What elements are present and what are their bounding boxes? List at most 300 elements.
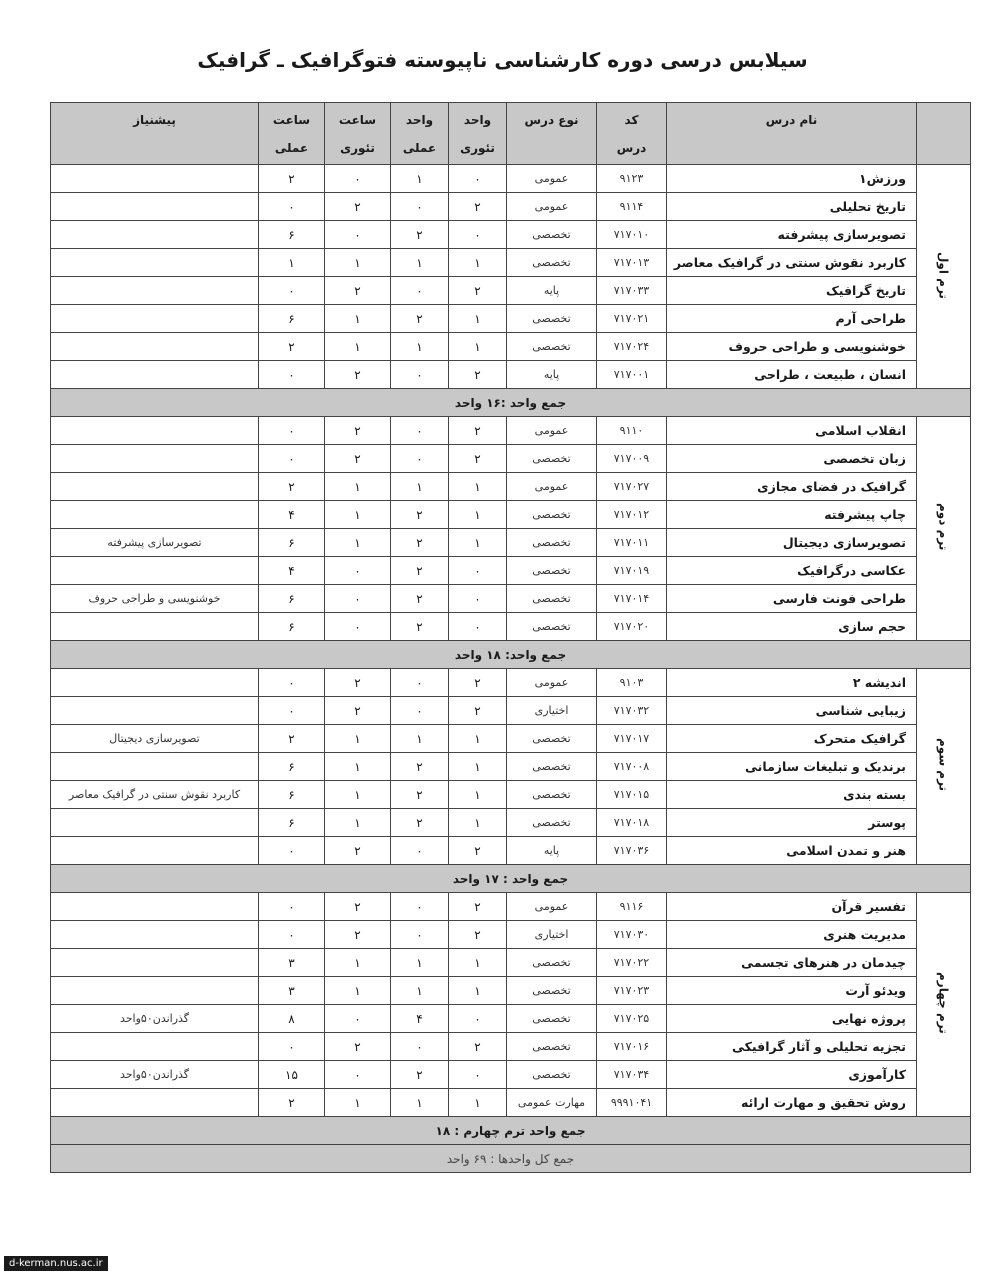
table-row — [51, 977, 971, 1005]
course-type-cell: تخصصی — [507, 1033, 597, 1061]
prerequisite-cell — [51, 1033, 259, 1061]
course-name-cell: پروژه نهایی — [667, 1005, 917, 1033]
course-type-cell: تخصصی — [507, 977, 597, 1005]
theory-hours-header-line-2: تئوری — [340, 140, 375, 155]
table-row — [51, 921, 971, 949]
practical-units-cell: ۰ — [391, 417, 449, 445]
theory-hours-header-line-1: ساعت — [338, 112, 377, 127]
theory-hours-cell: ۱ — [325, 529, 391, 557]
term-total-row — [51, 641, 971, 669]
theory-units-cell: ۲ — [449, 193, 507, 221]
practical-hours-cell: ۰ — [259, 697, 325, 725]
practical-units-cell: ۲ — [391, 585, 449, 613]
practical-units-cell: ۱ — [391, 333, 449, 361]
theory-unit-header-line-1: واحد — [463, 112, 492, 127]
table-row — [51, 613, 971, 641]
table-row — [51, 585, 971, 613]
table-row — [51, 1033, 971, 1061]
course-code-cell: ۷۱۷۰۱۶ — [597, 1033, 667, 1061]
practical-unit-header-line-1: واحد — [405, 112, 434, 127]
course-code-cell: ۷۱۷۰۳۰ — [597, 921, 667, 949]
practical-units-cell: ۴ — [391, 1005, 449, 1033]
theory-units-cell: ۱ — [449, 781, 507, 809]
course-code-cell: ۷۱۷۰۲۲ — [597, 949, 667, 977]
practical-hours-cell: ۶ — [259, 613, 325, 641]
theory-hours-cell: ۲ — [325, 669, 391, 697]
practical-hours-cell: ۶ — [259, 221, 325, 249]
practical-units-cell: ۲ — [391, 781, 449, 809]
course-type-cell: تخصصی — [507, 725, 597, 753]
course-code-cell: ۷۱۷۰۰۹ — [597, 445, 667, 473]
practical-hours-cell: ۴ — [259, 557, 325, 585]
practical-units-cell: ۱ — [391, 249, 449, 277]
course-code-cell: ۷۱۷۰۲۱ — [597, 305, 667, 333]
theory-units-cell: ۱ — [449, 725, 507, 753]
table-row — [51, 725, 971, 753]
practical-hours-cell: ۰ — [259, 445, 325, 473]
prerequisite-cell — [51, 249, 259, 277]
prerequisite-cell — [51, 613, 259, 641]
course-name-cell: انقلاب اسلامی — [667, 417, 917, 445]
theory-hours-cell: ۰ — [325, 585, 391, 613]
theory-units-cell: ۱ — [449, 473, 507, 501]
course-type-cell: تخصصی — [507, 333, 597, 361]
course-type-cell: پایه — [507, 277, 597, 305]
practical-units-cell: ۱ — [391, 725, 449, 753]
theory-units-cell: ۲ — [449, 837, 507, 865]
course-name-cell: کارآموزی — [667, 1061, 917, 1089]
course-code-cell: ۷۱۷۰۲۵ — [597, 1005, 667, 1033]
course-code-cell: ۷۱۷۰۱۹ — [597, 557, 667, 585]
theory-hours-cell: ۱ — [325, 809, 391, 837]
course-type-cell: عمومی — [507, 473, 597, 501]
theory-hours-cell: ۰ — [325, 1061, 391, 1089]
prerequisite-cell — [51, 361, 259, 389]
practical-units-cell: ۰ — [391, 893, 449, 921]
practical-units-cell: ۰ — [391, 669, 449, 697]
term-label-cell — [917, 165, 971, 389]
course-type-cell: پایه — [507, 361, 597, 389]
theory-units-cell: ۲ — [449, 361, 507, 389]
course-code-cell: ۷۱۷۰۱۱ — [597, 529, 667, 557]
course-name-cell: مدیریت هنری — [667, 921, 917, 949]
course-code-cell: ۷۱۷۰۲۴ — [597, 333, 667, 361]
practical-units-cell: ۲ — [391, 529, 449, 557]
syllabus-table — [50, 102, 971, 1173]
theory-hours-cell: ۱ — [325, 1089, 391, 1117]
theory-hours-cell: ۱ — [325, 977, 391, 1005]
table-row — [51, 361, 971, 389]
theory-hours-cell: ۲ — [325, 277, 391, 305]
term-label: ترم اول — [936, 251, 951, 299]
theory-units-cell: ۰ — [449, 557, 507, 585]
term-total-row — [51, 389, 971, 417]
course-name-cell: ویدئو آرت — [667, 977, 917, 1005]
practical-hours-cell: ۲ — [259, 165, 325, 193]
course-code-cell: ۹۱۱۰ — [597, 417, 667, 445]
course-name-cell: تاریخ تحلیلی — [667, 193, 917, 221]
theory-hours-cell: ۱ — [325, 725, 391, 753]
course-code-cell: ۷۱۷۰۳۶ — [597, 837, 667, 865]
practical-units-cell: ۱ — [391, 1089, 449, 1117]
course-type-cell: عمومی — [507, 193, 597, 221]
course-type-header: نوع درس — [507, 103, 597, 165]
table-row — [51, 473, 971, 501]
practical-hours-cell: ۳ — [259, 977, 325, 1005]
practical-units-cell: ۲ — [391, 753, 449, 781]
practical-hours-cell: ۰ — [259, 837, 325, 865]
course-name-cell: هنر و تمدن اسلامی — [667, 837, 917, 865]
course-code-cell: ۹۹۹۱۰۴۱ — [597, 1089, 667, 1117]
prerequisite-cell — [51, 221, 259, 249]
table-row — [51, 221, 971, 249]
practical-hours-cell: ۸ — [259, 1005, 325, 1033]
practical-units-cell: ۰ — [391, 277, 449, 305]
course-code-cell: ۹۱۱۴ — [597, 193, 667, 221]
practical-units-cell: ۲ — [391, 557, 449, 585]
theory-hours-cell: ۱ — [325, 753, 391, 781]
theory-units-cell: ۰ — [449, 613, 507, 641]
theory-hours-cell: ۱ — [325, 333, 391, 361]
prerequisite-cell — [51, 753, 259, 781]
course-code-cell: ۷۱۷۰۱۰ — [597, 221, 667, 249]
practical-hours-cell: ۰ — [259, 921, 325, 949]
course-type-cell: مهارت عمومی — [507, 1089, 597, 1117]
table-row — [51, 781, 971, 809]
prerequisite-cell: تصویرسازی دیجیتال — [51, 725, 259, 753]
course-name-cell: کاربرد نقوش سنتی در گرافیک معاصر — [667, 249, 917, 277]
prerequisite-cell — [51, 809, 259, 837]
theory-units-cell: ۰ — [449, 1061, 507, 1089]
theory-units-cell: ۲ — [449, 921, 507, 949]
theory-units-cell: ۰ — [449, 585, 507, 613]
prerequisite-cell — [51, 837, 259, 865]
theory-units-cell: ۱ — [449, 977, 507, 1005]
theory-hours-cell: ۱ — [325, 501, 391, 529]
term-total-row — [51, 1117, 971, 1145]
prerequisite-cell — [51, 949, 259, 977]
code-header-line-1: کد — [624, 112, 639, 127]
course-name-cell: چیدمان در هنرهای تجسمی — [667, 949, 917, 977]
theory-units-cell: ۱ — [449, 949, 507, 977]
theory-hours-cell: ۲ — [325, 361, 391, 389]
theory-units-cell: ۲ — [449, 417, 507, 445]
course-type-cell: عمومی — [507, 165, 597, 193]
practical-hours-cell: ۶ — [259, 781, 325, 809]
theory-hours-cell: ۰ — [325, 1005, 391, 1033]
theory-hours-cell: ۲ — [325, 193, 391, 221]
theory-hours-cell: ۱ — [325, 473, 391, 501]
table-row — [51, 557, 971, 585]
prerequisite-cell — [51, 473, 259, 501]
course-code-cell: ۷۱۷۰۱۴ — [597, 585, 667, 613]
practical-units-cell: ۱ — [391, 977, 449, 1005]
course-name-cell: پوستر — [667, 809, 917, 837]
course-code-header — [597, 103, 667, 165]
prerequisite-cell — [51, 305, 259, 333]
theory-units-cell: ۲ — [449, 1033, 507, 1061]
course-code-cell: ۷۱۷۰۱۸ — [597, 809, 667, 837]
term-total: جمع واحد ترم چهارم : ۱۸ — [51, 1117, 971, 1145]
course-name-cell: تجزیه تحلیلی و آثار گرافیکی — [667, 1033, 917, 1061]
theory-units-cell: ۰ — [449, 221, 507, 249]
course-type-cell: تخصصی — [507, 221, 597, 249]
practical-hours-cell: ۰ — [259, 417, 325, 445]
course-name-cell: تصویرسازی دیجیتال — [667, 529, 917, 557]
theory-units-cell: ۱ — [449, 753, 507, 781]
code-header-line-2: درس — [616, 140, 647, 155]
prerequisite-cell — [51, 193, 259, 221]
theory-hours-cell: ۲ — [325, 921, 391, 949]
course-name-cell: گرافیک در فضای مجازی — [667, 473, 917, 501]
table-header-row — [51, 103, 971, 165]
course-type-cell: تخصصی — [507, 305, 597, 333]
theory-hours-cell: ۲ — [325, 445, 391, 473]
course-name-cell: تصویرسازی پیشرفته — [667, 221, 917, 249]
prerequisite-header: پیشنیاز — [51, 103, 259, 165]
term-total-row — [51, 865, 971, 893]
practical-hours-cell: ۶ — [259, 305, 325, 333]
prerequisite-cell — [51, 417, 259, 445]
theory-units-cell: ۰ — [449, 165, 507, 193]
grand-total-row — [51, 1145, 971, 1173]
term-label: ترم دوم — [936, 503, 951, 551]
prerequisite-cell: کاربرد نقوش سنتی در گرافیک معاصر — [51, 781, 259, 809]
prerequisite-cell — [51, 445, 259, 473]
term-label-cell — [917, 417, 971, 641]
practical-units-cell: ۲ — [391, 221, 449, 249]
course-name-cell: زیبایی شناسی — [667, 697, 917, 725]
course-name-header: نام درس — [667, 103, 917, 165]
course-name-cell: طراحی آرم — [667, 305, 917, 333]
term-label-cell — [917, 669, 971, 865]
theory-hours-cell: ۲ — [325, 837, 391, 865]
practical-units-cell: ۲ — [391, 305, 449, 333]
table-row — [51, 417, 971, 445]
practical-hours-cell: ۱۵ — [259, 1061, 325, 1089]
theory-unit-header — [449, 103, 507, 165]
theory-hours-cell: ۱ — [325, 949, 391, 977]
theory-units-cell: ۱ — [449, 1089, 507, 1117]
practical-hours-cell: ۴ — [259, 501, 325, 529]
course-type-cell: تخصصی — [507, 1061, 597, 1089]
course-type-cell: تخصصی — [507, 613, 597, 641]
theory-hours-cell: ۲ — [325, 1033, 391, 1061]
practical-units-cell: ۱ — [391, 473, 449, 501]
course-code-cell: ۹۱۲۳ — [597, 165, 667, 193]
practical-hours-cell: ۱ — [259, 249, 325, 277]
practical-hours-cell: ۰ — [259, 193, 325, 221]
practical-units-cell: ۰ — [391, 697, 449, 725]
course-name-cell: اندیشه ۲ — [667, 669, 917, 697]
prerequisite-cell — [51, 1089, 259, 1117]
course-name-cell: چاپ پیشرفته — [667, 501, 917, 529]
course-type-cell: تخصصی — [507, 753, 597, 781]
theory-units-cell: ۲ — [449, 697, 507, 725]
table-row — [51, 445, 971, 473]
prerequisite-cell: تصویرسازی پیشرفته — [51, 529, 259, 557]
prerequisite-cell — [51, 697, 259, 725]
practical-units-cell: ۱ — [391, 165, 449, 193]
course-name-cell: روش تحقیق و مهارت ارائه — [667, 1089, 917, 1117]
theory-units-cell: ۱ — [449, 305, 507, 333]
course-type-cell: تخصصی — [507, 445, 597, 473]
practical-unit-header — [391, 103, 449, 165]
theory-hours-cell: ۰ — [325, 613, 391, 641]
theory-hours-cell: ۰ — [325, 165, 391, 193]
course-code-cell: ۷۱۷۰۲۳ — [597, 977, 667, 1005]
practical-hours-header — [259, 103, 325, 165]
prerequisite-cell: گذراندن۵۰واحد — [51, 1005, 259, 1033]
theory-units-cell: ۱ — [449, 529, 507, 557]
prerequisite-cell — [51, 277, 259, 305]
table-row — [51, 277, 971, 305]
course-type-cell: پایه — [507, 837, 597, 865]
practical-units-cell: ۰ — [391, 445, 449, 473]
practical-hours-cell: ۳ — [259, 949, 325, 977]
practical-unit-header-line-2: عملی — [402, 140, 437, 155]
theory-units-cell: ۱ — [449, 249, 507, 277]
grand-total: جمع کل واحدها : ۶۹ واحد — [51, 1145, 971, 1173]
course-type-cell: عمومی — [507, 417, 597, 445]
practical-hours-cell: ۰ — [259, 361, 325, 389]
course-code-cell: ۷۱۷۰۱۳ — [597, 249, 667, 277]
term-total: جمع واحد : ۱۷ واحد — [51, 865, 971, 893]
table-row — [51, 333, 971, 361]
course-type-cell: عمومی — [507, 669, 597, 697]
prerequisite-cell — [51, 977, 259, 1005]
course-type-cell: عمومی — [507, 893, 597, 921]
course-type-cell: تخصصی — [507, 809, 597, 837]
practical-units-cell: ۲ — [391, 1061, 449, 1089]
practical-units-cell: ۰ — [391, 921, 449, 949]
course-name-cell: تاریخ گرافیک — [667, 277, 917, 305]
course-code-cell: ۹۱۰۳ — [597, 669, 667, 697]
course-code-cell: ۷۱۷۰۰۸ — [597, 753, 667, 781]
practical-hours-cell: ۲ — [259, 1089, 325, 1117]
practical-hours-header-line-2: عملی — [274, 140, 309, 155]
prerequisite-cell — [51, 921, 259, 949]
course-code-cell: ۷۱۷۰۱۲ — [597, 501, 667, 529]
course-type-cell: تخصصی — [507, 529, 597, 557]
course-type-cell: تخصصی — [507, 249, 597, 277]
course-code-cell: ۷۱۷۰۲۷ — [597, 473, 667, 501]
course-name-cell: طراحی فونت فارسی — [667, 585, 917, 613]
course-name-cell: عکاسی درگرافیک — [667, 557, 917, 585]
theory-units-cell: ۲ — [449, 277, 507, 305]
course-type-cell: تخصصی — [507, 781, 597, 809]
course-type-cell: اختیاری — [507, 697, 597, 725]
practical-units-cell: ۲ — [391, 613, 449, 641]
practical-hours-cell: ۶ — [259, 585, 325, 613]
practical-units-cell: ۲ — [391, 501, 449, 529]
theory-hours-header — [325, 103, 391, 165]
theory-units-cell: ۰ — [449, 1005, 507, 1033]
course-code-cell: ۷۱۷۰۳۴ — [597, 1061, 667, 1089]
practical-units-cell: ۰ — [391, 837, 449, 865]
prerequisite-cell — [51, 669, 259, 697]
course-name-cell: انسان ، طبیعت ، طراحی — [667, 361, 917, 389]
practical-hours-cell: ۰ — [259, 277, 325, 305]
table-row — [51, 1061, 971, 1089]
term-label: ترم سوم — [936, 738, 951, 792]
prerequisite-cell — [51, 501, 259, 529]
table-row — [51, 529, 971, 557]
course-code-cell: ۷۱۷۰۳۳ — [597, 277, 667, 305]
table-row — [51, 753, 971, 781]
practical-hours-cell: ۶ — [259, 809, 325, 837]
prerequisite-cell: گذراندن۵۰واحد — [51, 1061, 259, 1089]
course-name-cell: برندیک و تبلیغات سازمانی — [667, 753, 917, 781]
prerequisite-cell — [51, 333, 259, 361]
course-code-cell: ۹۱۱۶ — [597, 893, 667, 921]
course-code-cell: ۷۱۷۰۲۰ — [597, 613, 667, 641]
course-name-cell: تفسیر قرآن — [667, 893, 917, 921]
practical-units-cell: ۰ — [391, 1033, 449, 1061]
theory-hours-cell: ۲ — [325, 697, 391, 725]
practical-hours-cell: ۰ — [259, 669, 325, 697]
practical-hours-cell: ۲ — [259, 725, 325, 753]
table-row — [51, 193, 971, 221]
theory-hours-cell: ۲ — [325, 417, 391, 445]
prerequisite-cell — [51, 165, 259, 193]
site-footer-badge: d-kerman.nus.ac.ir — [4, 1256, 108, 1271]
syllabus-body — [51, 165, 971, 1173]
course-code-cell: ۷۱۷۰۳۲ — [597, 697, 667, 725]
table-row — [51, 1089, 971, 1117]
course-type-cell: تخصصی — [507, 585, 597, 613]
course-code-cell: ۷۱۷۰۱۵ — [597, 781, 667, 809]
table-row — [51, 165, 971, 193]
practical-units-cell: ۱ — [391, 949, 449, 977]
practical-hours-cell: ۶ — [259, 753, 325, 781]
practical-hours-cell: ۰ — [259, 893, 325, 921]
table-row — [51, 1005, 971, 1033]
practical-hours-cell: ۶ — [259, 529, 325, 557]
table-row — [51, 837, 971, 865]
theory-hours-cell: ۲ — [325, 893, 391, 921]
practical-units-cell: ۰ — [391, 193, 449, 221]
practical-units-cell: ۲ — [391, 809, 449, 837]
course-name-cell: گرافیک متحرک — [667, 725, 917, 753]
practical-hours-cell: ۲ — [259, 333, 325, 361]
course-name-cell: بسته بندی — [667, 781, 917, 809]
theory-units-cell: ۲ — [449, 893, 507, 921]
course-name-cell: خوشنویسی و طراحی حروف — [667, 333, 917, 361]
course-type-cell: تخصصی — [507, 1005, 597, 1033]
practical-hours-header-line-1: ساعت — [272, 112, 311, 127]
table-row — [51, 949, 971, 977]
theory-units-cell: ۱ — [449, 809, 507, 837]
prerequisite-cell — [51, 893, 259, 921]
course-name-cell: حجم سازی — [667, 613, 917, 641]
prerequisite-cell: خوشنویسی و طراحی حروف — [51, 585, 259, 613]
table-row — [51, 893, 971, 921]
term-total: جمع واحد: ۱۸ واحد — [51, 641, 971, 669]
table-row — [51, 669, 971, 697]
practical-hours-cell: ۰ — [259, 1033, 325, 1061]
course-type-cell: تخصصی — [507, 557, 597, 585]
course-code-cell: ۷۱۷۰۱۷ — [597, 725, 667, 753]
theory-unit-header-line-2: تئوری — [460, 140, 495, 155]
theory-hours-cell: ۱ — [325, 781, 391, 809]
theory-units-cell: ۲ — [449, 445, 507, 473]
course-type-cell: تخصصی — [507, 949, 597, 977]
practical-units-cell: ۰ — [391, 361, 449, 389]
theory-units-cell: ۱ — [449, 333, 507, 361]
theory-units-cell: ۲ — [449, 669, 507, 697]
table-row — [51, 697, 971, 725]
